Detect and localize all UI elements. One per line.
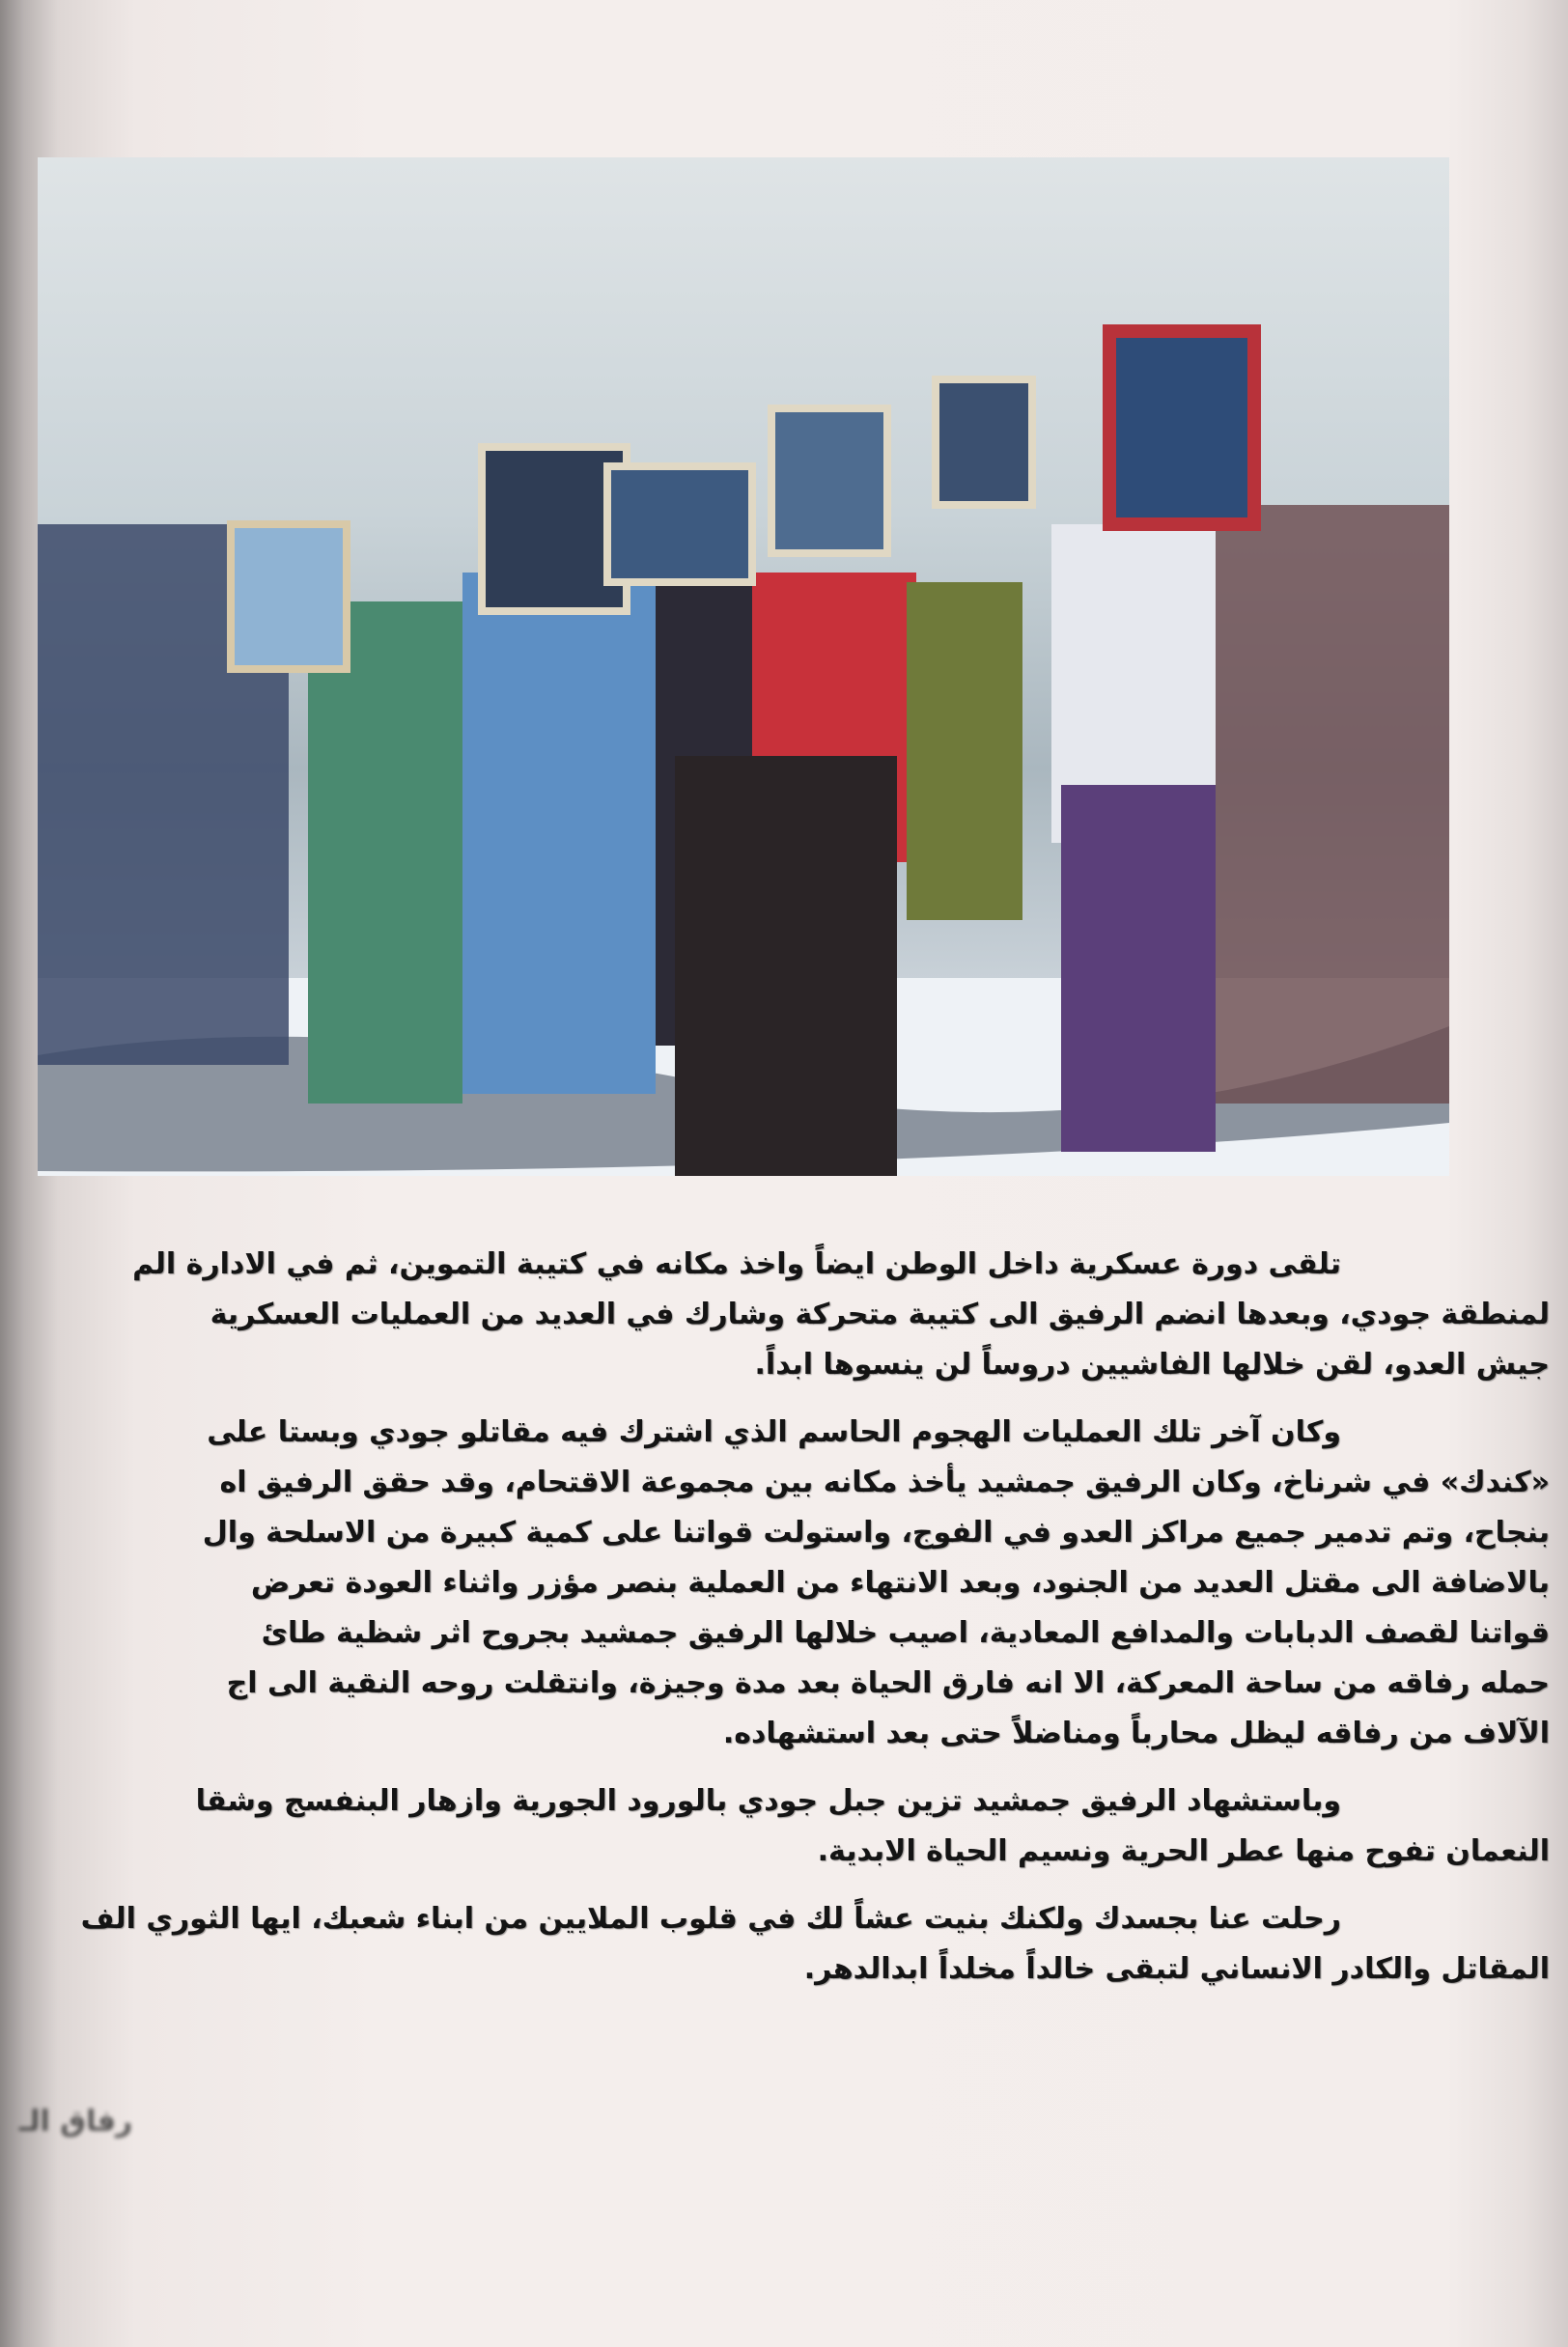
paragraph-2-line-1: وكان آخر تلك العمليات الهجوم الحاسم الذي اشترك فيه مقاتلو جودي وبستا على: [207, 1415, 1341, 1449]
portrait-placard: [607, 466, 752, 582]
photo-procession-image: [38, 157, 1449, 1176]
child-dark-jacket: [675, 756, 897, 1176]
paragraph-1: [23, 1240, 1550, 1390]
paragraph-4: [23, 1894, 1550, 1995]
crowd-right: [1216, 505, 1449, 1104]
paragraph-1-line-1: تلقى دورة عسكرية داخل الوطن ايضاً واخذ مكانه في كتيبة التموين، ثم في الادارة الم: [132, 1247, 1341, 1281]
girl-purple-top: [1061, 785, 1216, 1152]
paragraph-2-line-2: «كندك» في شرناخ، وكان الرفيق جمشيد يأخذ مكانه بين مجموعة الاقتحام، وقد حقق الرفيق اه: [219, 1466, 1550, 1499]
woman-blue-dress: [462, 573, 656, 1094]
article-text: [23, 1240, 1550, 2012]
portrait-placard: [231, 524, 347, 669]
wreath-portrait: [1109, 331, 1254, 524]
woman-green-dress: [308, 601, 462, 1104]
paragraph-2-line-6: حمله رفاقه من ساحة المعركة، الا انه فارق الحياة بعد مدة وجيزة، وانتقلت روحه النقية الى اج: [226, 1666, 1550, 1700]
paragraph-1-line-2: لمنطقة جودي، وبعدها انضم الرفيق الى كتيبة متحركة وشارك في العديد من العمليات العسكرية: [210, 1298, 1550, 1331]
paragraph-2: [23, 1408, 1550, 1759]
paragraph-4-line-1: رحلت عنا بجسدك ولكنك بنيت عشاً لك في قلوب الملايين من ابناء شعبك، ايها الثوري الف: [80, 1902, 1341, 1936]
portrait-placard: [936, 379, 1032, 505]
paragraph-3-line-2: النعمان تفوح منها عطر الحرية ونسيم الحياة الابدية.: [817, 1834, 1550, 1868]
paragraph-2-line-3: بنجاح، وتم تدمير جميع مراكز العدو في الفوج، واستولت قواتنا على كمية كبيرة من الاسلحة وال: [202, 1516, 1550, 1550]
paragraph-4-line-2: المقاتل والكادر الانساني لتبقى خالداً مخلداً ابدالدهر.: [803, 1952, 1550, 1986]
paragraph-2-line-5: قواتنا لقصف الدبابات والمدافع المعادية، اصيب خلالها الرفيق جمشيد بجروح اثر شظية طائ: [261, 1616, 1550, 1650]
procession-photo: [38, 157, 1449, 1176]
paragraph-2-line-4: بالاضافة الى مقتل العديد من الجنود، وبعد الانتهاء من العملية بنصر مؤزر واثناء العودة تعرض: [250, 1566, 1550, 1600]
paragraph-3-line-1: وباستشهاد الرفيق جمشيد تزين جبل جودي بالورود الجورية وازهار البنفسج وشقا: [195, 1784, 1341, 1818]
page-footer-title: رفاق الـ: [19, 2105, 133, 2138]
paragraph-3: [23, 1776, 1550, 1877]
woman-striped-scarf: [907, 582, 1022, 920]
portrait-placard: [771, 408, 887, 553]
paragraph-2-line-7: الآلاف من رفاقه ليظل محارباً ومناضلاً حتى بعد استشهاده.: [722, 1717, 1550, 1750]
paragraph-1-line-3: جيش العدو، لقن خلالها الفاشيين دروساً لن ينسوها ابداً.: [754, 1348, 1550, 1382]
